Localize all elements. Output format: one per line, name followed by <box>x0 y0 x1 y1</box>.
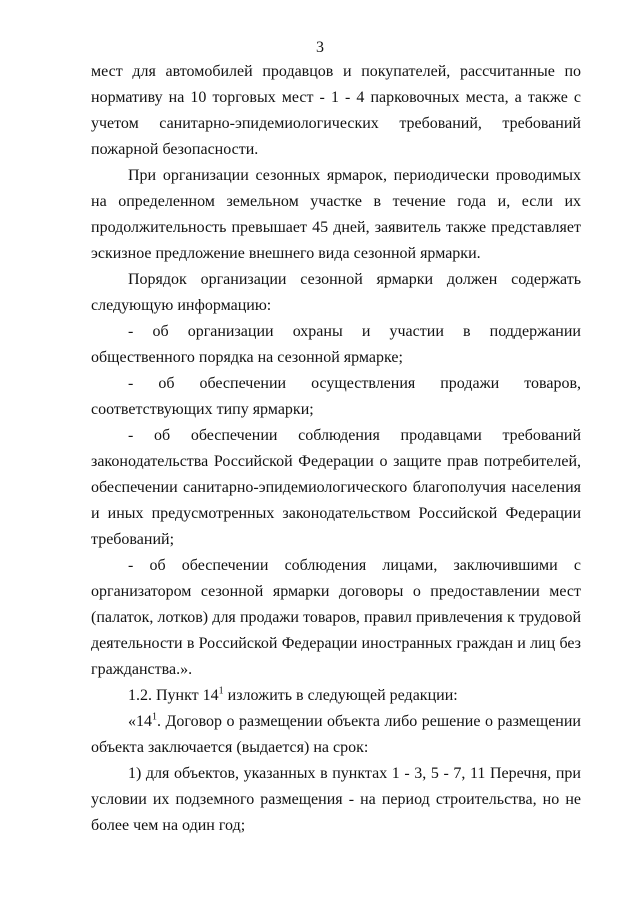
list-item-security: - об организации охраны и участии в поддержании общественного порядка на сезонной ярмарке; <box>91 323 581 366</box>
paragraph-item-14-1 <box>91 709 581 761</box>
item-1-2-after: изложить в следующей редакции: <box>223 687 458 704</box>
paragraph-item-1-2 <box>91 683 581 709</box>
paragraph-seasonal-fairs: При организации сезонных ярмарок, периодически проводимых на определенном земельном участке в течение года и, если их продолжительность превышает 45 дней, заявитель также представляет эскизное предложение внешнего вида сезонной ярмарки. <box>91 167 581 262</box>
item-14-1-superscript: 1 <box>152 711 157 723</box>
item-14-1-after: . Договор о размещении объекта либо решение о размещении объекта заключается (выдается) на срок: <box>91 713 581 756</box>
paragraph-parking: мест для автомобилей продавцов и покупателей, рассчитанные по нормативу на 10 торговых мест - 1 - 4 парковочных места, а также с учетом санитарно-эпидемиологических требований, требований пожарной безопасности. <box>91 63 581 158</box>
page-number: 3 <box>316 39 324 56</box>
list-item-consumer-rights: - об обеспечении соблюдения продавцами требований законодательства Российской Федерации о защите прав потребителей, обеспечении санитарно-эпидемиологического благополучия населения и иных предусмотренных законодательством Российской Федерации требований; <box>91 427 581 548</box>
item-1-2-superscript: 1 <box>218 685 224 697</box>
paragraph-item-1: 1) для объектов, указанных в пунктах 1 - 3, 5 - 7, 11 Перечня, при условии их подземного размещения - на период строительства, но не более чем на один год; <box>91 765 581 834</box>
document-body <box>91 59 581 839</box>
paragraph-fair-order: Порядок организации сезонной ярмарки должен содержать следующую информацию: <box>91 271 581 314</box>
list-item-sales: - об обеспечении осуществления продажи товаров, соответствующих типу ярмарки; <box>91 375 581 418</box>
item-1-2-before: 1.2. Пункт 14 <box>128 687 219 704</box>
item-14-1-before: «14 <box>128 713 152 730</box>
list-item-foreign-workers: - об обеспечении соблюдения лицами, заключившими с организатором сезонной ярмарки договоры о предоставлении мест (палаток, лотков) для продажи товаров, правил привлечения к трудовой деятельности в Российской Федерации иностранных граждан и лиц без гражданства.». <box>91 557 581 678</box>
